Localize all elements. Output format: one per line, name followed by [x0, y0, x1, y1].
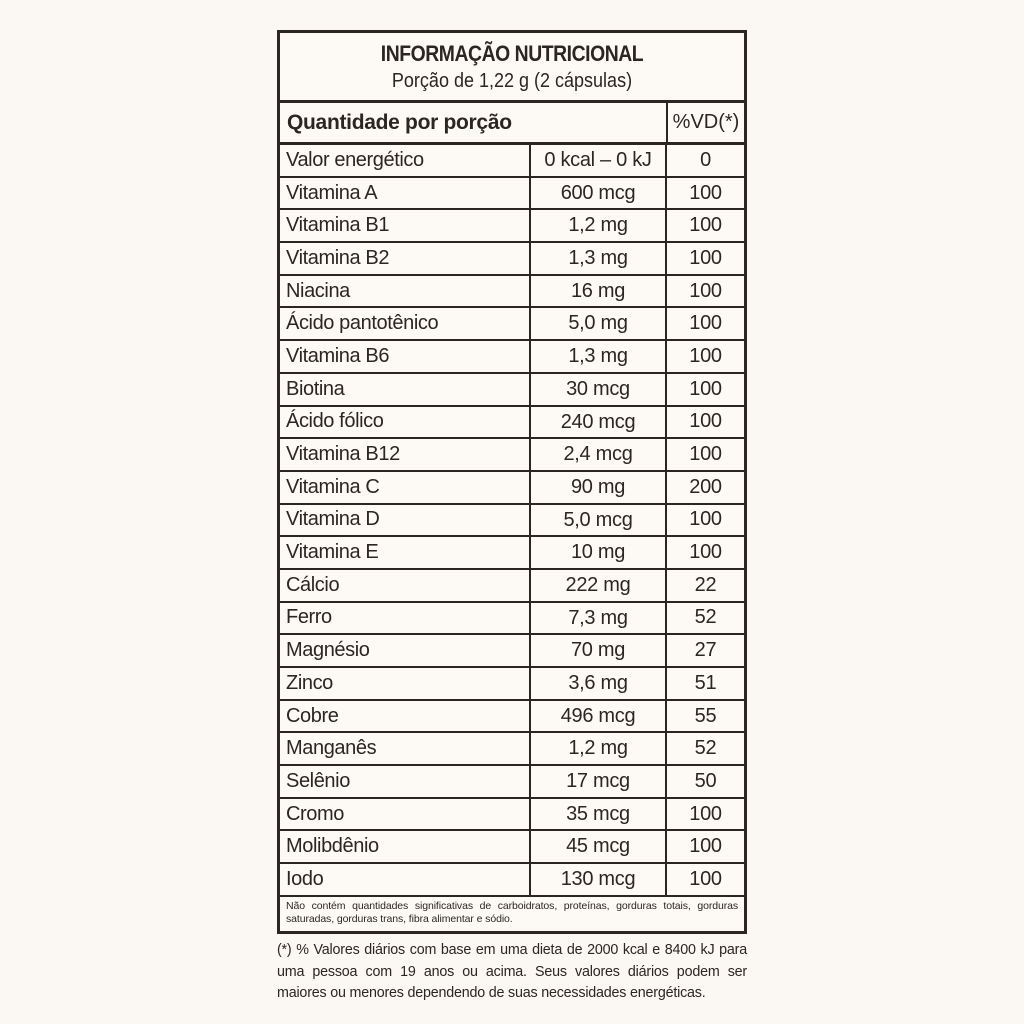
- nutrient-name: Vitamina B2: [286, 246, 390, 269]
- nutrient-vd: 52: [694, 606, 717, 629]
- nutrient-name: Vitamina A: [286, 181, 378, 204]
- nutrient-amount: 90 mg: [529, 472, 667, 503]
- nutrient-name: Biotina: [286, 377, 345, 400]
- nutrient-name: Ferro: [286, 606, 332, 629]
- nutrient-amount: 10 mg: [529, 537, 667, 568]
- nutrient-amount: 5,0 mg: [529, 308, 667, 339]
- column-header-row: [280, 103, 744, 145]
- not-significant-note: Não contém quantidades significativas de carboidratos, proteínas, gorduras totais, gorduras saturadas, gorduras trans, fibra alimentar e sódio.: [286, 899, 738, 925]
- nutrient-vd: 100: [689, 867, 722, 890]
- portion-size: Porção de 1,22 g (2 cápsulas): [391, 70, 633, 92]
- nutrient-vd: 200: [689, 475, 722, 498]
- vd-header: %VD(*): [666, 103, 744, 142]
- nutrient-amount: 30 mcg: [529, 374, 667, 405]
- nutrient-name: Vitamina B6: [286, 344, 390, 367]
- nutrient-vd: 100: [689, 541, 722, 564]
- nutrient-vd: 100: [689, 312, 722, 335]
- nutrient-vd: 100: [689, 410, 722, 433]
- table-row: [280, 733, 744, 766]
- nutrient-amount: 240 mcg: [529, 407, 667, 438]
- title-block: [280, 33, 744, 103]
- table-row: [280, 635, 744, 668]
- nutrient-amount: 1,3 mg: [529, 341, 667, 372]
- nutrient-name: Niacina: [286, 279, 350, 302]
- nutrient-amount: 0 kcal – 0 kJ: [529, 145, 667, 176]
- nutrient-vd: 51: [694, 671, 717, 694]
- nutrient-amount: 2,4 mcg: [529, 439, 667, 470]
- nutrient-amount: 222 mg: [529, 570, 667, 601]
- nutrient-vd: 100: [689, 443, 722, 466]
- table-row: [280, 701, 744, 734]
- nutrient-name: Selênio: [286, 769, 350, 792]
- nutrient-vd: 100: [689, 181, 722, 204]
- nutrient-vd: 50: [694, 769, 717, 792]
- nutrient-name: Cálcio: [286, 573, 340, 596]
- daily-values-footnote: (*) % Valores diários com base em uma dieta de 2000 kcal e 8400 kJ para uma pessoa com 19 anos ou acima. Seus valores diários podem ser maiores ou menores dependendo de suas necessidades energéticas.: [277, 942, 747, 1001]
- nutrient-name: Magnésio: [286, 639, 370, 662]
- nutrient-vd: 52: [694, 737, 717, 760]
- nutrient-vd: 100: [689, 835, 722, 858]
- nutrient-name: Vitamina C: [286, 475, 380, 498]
- table-row: [280, 472, 744, 505]
- nutrient-name: Iodo: [286, 867, 324, 890]
- table-row: [280, 570, 744, 603]
- table-row: [280, 537, 744, 570]
- nutrient-name: Ácido fólico: [286, 410, 384, 433]
- table-row: [280, 341, 744, 374]
- nutrient-vd: 100: [689, 508, 722, 531]
- nutrient-name: Vitamina E: [286, 541, 379, 564]
- nutrient-name: Molibdênio: [286, 835, 379, 858]
- nutrient-vd: 22: [694, 573, 717, 596]
- nutrient-vd: 55: [694, 704, 717, 727]
- table-row: [280, 668, 744, 701]
- table-row: [280, 276, 744, 309]
- nutrient-name: Vitamina D: [286, 508, 380, 531]
- nutrient-name: Cromo: [286, 802, 345, 825]
- nutrient-vd: 100: [689, 377, 722, 400]
- table-row: [280, 439, 744, 472]
- nutrient-vd: 100: [689, 214, 722, 237]
- table-row: [280, 308, 744, 341]
- nutrient-amount: 130 mcg: [529, 864, 667, 895]
- nutrient-name: Cobre: [286, 704, 339, 727]
- table-row: [280, 799, 744, 832]
- nutrient-vd: 100: [689, 246, 722, 269]
- nutrient-name: Manganês: [286, 737, 377, 760]
- nutrient-amount: 5,0 mcg: [529, 505, 667, 536]
- table-row: [280, 145, 744, 178]
- nutrient-rows: [280, 145, 744, 897]
- nutrient-name: Ácido pantotênico: [286, 312, 439, 335]
- nutrient-amount: 17 mcg: [529, 766, 667, 797]
- nutrient-amount: 35 mcg: [529, 799, 667, 830]
- table-row: [280, 831, 744, 864]
- nutrient-vd: 27: [694, 639, 717, 662]
- nutrient-amount: 70 mg: [529, 635, 667, 666]
- nutrient-name: Vitamina B12: [286, 443, 400, 466]
- table-row: [280, 603, 744, 636]
- nutrient-vd: 100: [689, 802, 722, 825]
- nutrient-amount: 600 mcg: [529, 178, 667, 209]
- nutrient-amount: 1,2 mg: [529, 210, 667, 241]
- nutrient-amount: 3,6 mg: [529, 668, 667, 699]
- table-row: [280, 407, 744, 440]
- nutrient-amount: 1,3 mg: [529, 243, 667, 274]
- nutrient-vd: 0: [700, 148, 711, 171]
- nutrient-amount: 1,2 mg: [529, 733, 667, 764]
- nutrient-vd: 100: [689, 344, 722, 367]
- nutrient-amount: 496 mcg: [529, 701, 667, 732]
- table-row: [280, 766, 744, 799]
- nutrient-name: Valor energético: [286, 148, 424, 171]
- table-row: [280, 864, 744, 897]
- table-row: [280, 374, 744, 407]
- nutrient-name: Vitamina B1: [286, 214, 390, 237]
- table-row: [280, 505, 744, 538]
- nutrient-amount: 16 mg: [529, 276, 667, 307]
- table-row: [280, 178, 744, 211]
- nutrient-vd: 100: [689, 279, 722, 302]
- quantity-header: Quantidade por porção: [287, 111, 512, 134]
- table-row: [280, 210, 744, 243]
- table-row: [280, 243, 744, 276]
- nutrition-facts-table: [277, 30, 747, 934]
- nutrient-amount: 45 mcg: [529, 831, 667, 862]
- nutrient-name: Zinco: [286, 671, 333, 694]
- nutrient-amount: 7,3 mg: [529, 603, 667, 634]
- table-title: INFORMAÇÃO NUTRICIONAL: [380, 41, 644, 66]
